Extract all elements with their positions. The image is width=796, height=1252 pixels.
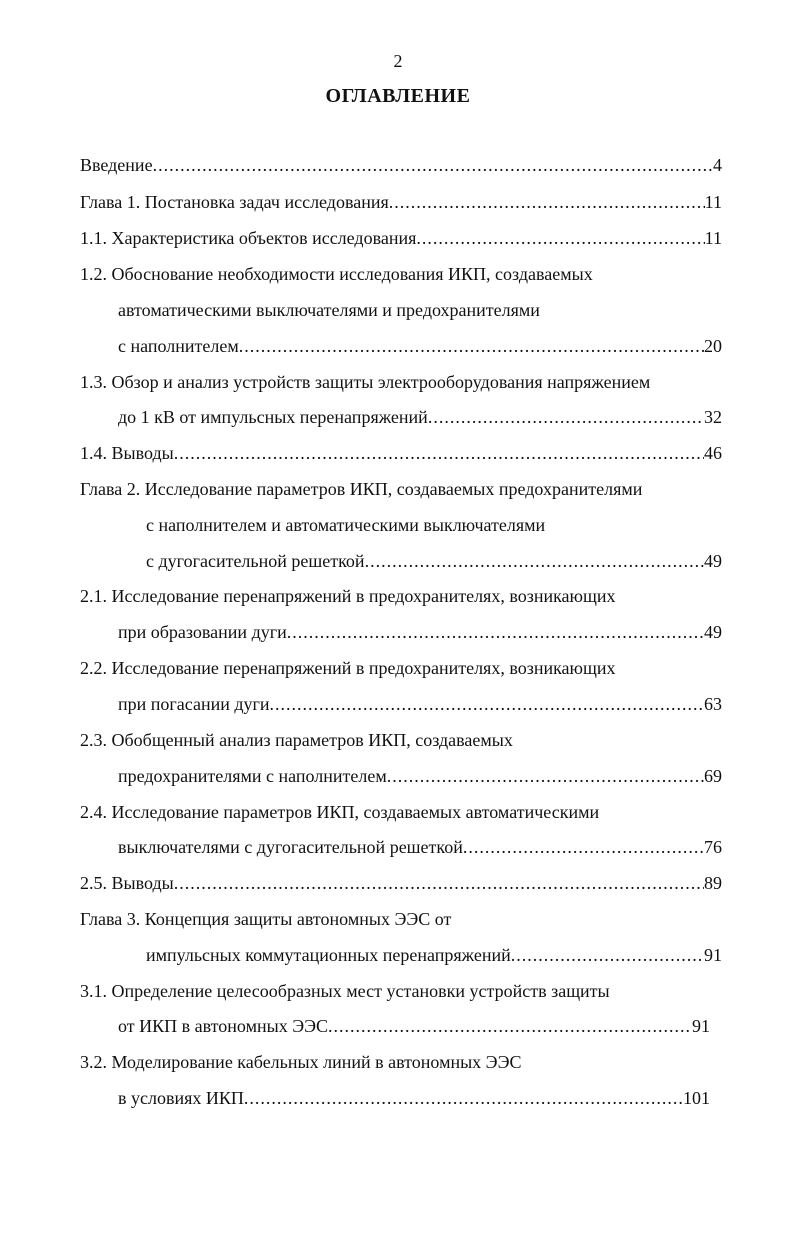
toc-entry-text: при погасании дуги xyxy=(118,694,270,714)
toc-entry-text: Введение xyxy=(80,155,153,175)
page-title: ОГЛАВЛЕНИЕ xyxy=(325,85,471,107)
dot-leader xyxy=(511,943,704,967)
toc-entry-page: 11 xyxy=(704,228,722,248)
dot-leader xyxy=(463,835,704,859)
toc-entry-text: до 1 кВ от импульсных перенапряжений xyxy=(118,407,428,427)
toc-entry-chapter-3-line-1: Глава 3. Концепция защиты автономных ЭЭС от xyxy=(80,909,452,929)
toc-entry-page: 101 xyxy=(683,1088,710,1108)
toc-entry-text: Глава 1. Постановка задач исследования xyxy=(80,192,389,212)
dot-leader xyxy=(174,871,704,895)
page-number: 2 xyxy=(393,51,403,71)
toc-entry-1-2-line-1: 1.2. Обоснование необходимости исследования ИКП, создаваемых xyxy=(80,264,593,284)
toc-entry-2-3-line-2 xyxy=(118,764,722,788)
toc-entry-page: 4 xyxy=(713,155,722,175)
toc-entry-page: 11 xyxy=(704,192,722,212)
toc-entry-1-3-line-2 xyxy=(118,405,722,429)
dot-leader xyxy=(328,1014,692,1038)
toc-entry-3-2-line-1: 3.2. Моделирование кабельных линий в автономных ЭЭС xyxy=(80,1052,522,1072)
dot-leader xyxy=(244,1086,683,1110)
toc-entry-page: 69 xyxy=(704,766,722,786)
toc-entry-2-1-line-2 xyxy=(118,620,722,644)
dot-leader xyxy=(389,190,705,214)
toc-entry-page: 49 xyxy=(704,551,722,571)
toc-entry-1-4 xyxy=(80,441,722,465)
toc-entry-2-5 xyxy=(80,871,722,895)
toc-entry-text: с наполнителем xyxy=(118,336,239,356)
toc-entry-text: от ИКП в автономных ЭЭС xyxy=(118,1016,328,1036)
dot-leader xyxy=(174,441,704,465)
toc-entry-2-4-line-2 xyxy=(118,835,722,859)
dot-leader xyxy=(365,549,704,573)
toc-entry-text: 1.4. Выводы xyxy=(80,443,174,463)
dot-leader xyxy=(239,334,704,358)
dot-leader xyxy=(428,405,704,429)
dot-leader xyxy=(416,226,704,250)
toc-entry-text: импульсных коммутационных перенапряжений xyxy=(146,945,511,965)
toc-entry-2-4-line-1: 2.4. Исследование параметров ИКП, создаваемых автоматическими xyxy=(80,802,600,822)
toc-entry-text: с дугогасительной решеткой xyxy=(146,551,365,571)
toc-entry-3-1-line-1: 3.1. Определение целесообразных мест установки устройств защиты xyxy=(80,981,610,1001)
toc-entry-text: при образовании дуги xyxy=(118,622,287,642)
dot-leader xyxy=(270,692,704,716)
toc-entry-page: 46 xyxy=(704,443,722,463)
dot-leader xyxy=(387,764,704,788)
toc-entry-text: 2.5. Выводы xyxy=(80,873,174,893)
toc-entry-chapter-2-line-2: с наполнителем и автоматическими выключателями xyxy=(146,515,546,535)
toc-entry-chapter-3-line-2 xyxy=(146,943,722,967)
toc-entry-page: 76 xyxy=(704,837,722,857)
toc-entry-2-3-line-1: 2.3. Обобщенный анализ параметров ИКП, создаваемых xyxy=(80,730,513,750)
toc-entry-page: 89 xyxy=(704,873,722,893)
toc-entry-2-2-line-2 xyxy=(118,692,722,716)
toc-entry-2-2-line-1: 2.2. Исследование перенапряжений в предохранителях, возникающих xyxy=(80,658,616,678)
dot-leader xyxy=(153,153,713,177)
toc-entry-chapter-2-line-1: Глава 2. Исследование параметров ИКП, создаваемых предохранителями xyxy=(80,479,643,499)
toc-entry-1-3-line-1: 1.3. Обзор и анализ устройств защиты электрооборудования напряжением xyxy=(80,372,651,392)
toc-entry-page: 32 xyxy=(704,407,722,427)
toc-entry-text: 1.1. Характеристика объектов исследования xyxy=(80,228,417,248)
toc-entry-page: 91 xyxy=(692,1016,710,1036)
toc-entry-1-2-line-2: автоматическими выключателями и предохранителями xyxy=(118,300,540,320)
toc-entry-3-2-line-2 xyxy=(118,1086,710,1110)
dot-leader xyxy=(287,620,704,644)
toc-entry-2-1-line-1: 2.1. Исследование перенапряжений в предохранителях, возникающих xyxy=(80,586,616,606)
toc-entry-text: выключателями с дугогасительной решеткой xyxy=(118,837,463,857)
toc-entry-chapter-1 xyxy=(80,190,722,214)
toc-entry-text: в условиях ИКП xyxy=(118,1088,244,1108)
toc-entry-text: предохранителями с наполнителем xyxy=(118,766,387,786)
toc-entry-page: 63 xyxy=(704,694,722,714)
toc-entry-chapter-2-line-3 xyxy=(146,549,722,573)
toc-entry-page: 49 xyxy=(704,622,722,642)
toc-entry-page: 91 xyxy=(704,945,722,965)
toc-entry-3-1-line-2 xyxy=(118,1014,710,1038)
toc-entry-page: 20 xyxy=(704,336,722,356)
toc-entry-1-1 xyxy=(80,226,722,250)
toc-entry-1-2-line-3 xyxy=(118,334,722,358)
toc-entry-intro xyxy=(80,153,722,177)
